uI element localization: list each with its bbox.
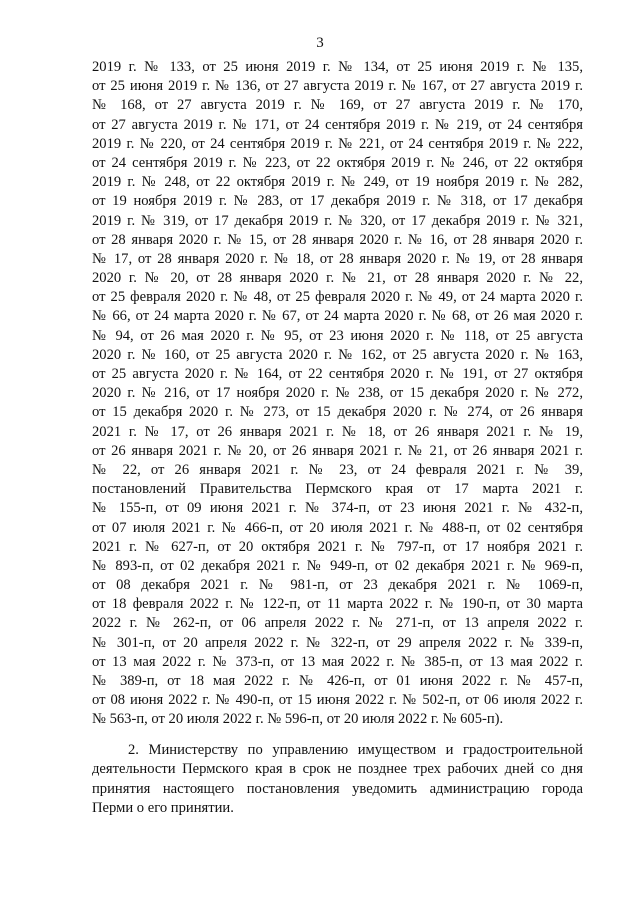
text-line: от 27 августа 2019 г. № 171, от 24 сентября 2019 г. № 219, от 24 сентября [92,116,583,133]
text-line: от 13 мая 2022 г. № 373-п, от 13 мая 2022 г. № 385-п, от 13 мая 2022 г. [92,653,583,670]
text-line: от 28 января 2020 г. № 15, от 28 января 2020 г. № 16, от 28 января 2020 г. [92,231,583,248]
text-line: принятия настоящего постановления уведомить администрацию города [92,780,583,797]
text-line: № 155-п, от 09 июня 2021 г. № 374-п, от 23 июня 2021 г. № 432-п, [92,500,583,517]
page-number: 3 [316,35,324,51]
paragraph-item-2 [92,741,583,819]
text-line: № 563-п, от 20 июля 2022 г. № 596-п, от 20 июля 2022 г. № 605-п). [92,711,504,728]
text-line: от 24 сентября 2019 г. № 223, от 22 октября 2019 г. № 246, от 22 октября [92,154,583,171]
text-line: 2019 г. № 248, от 22 октября 2019 г. № 249, от 19 ноября 2019 г. № 282, [92,174,583,191]
text-line: от 08 декабря 2021 г. № 981-п, от 23 декабря 2021 г. № 1069-п, [92,577,583,594]
text-line: 2019 г. № 220, от 24 сентября 2019 г. № 221, от 24 сентября 2019 г. № 222, [92,135,583,152]
text-line: 2019 г. № 133, от 25 июня 2019 г. № 134, от 25 июня 2019 г. № 135, [92,59,583,75]
text-line: № 94, от 26 мая 2020 г. № 95, от 23 июня 2020 г. № 118, от 25 августа [92,327,583,344]
text-line: от 26 января 2021 г. № 20, от 26 января 2021 г. № 21, от 26 января 2021 г. [92,442,583,459]
text-line: от 08 июня 2022 г. № 490-п, от 15 июня 2022 г. № 502-п, от 06 июля 2022 г. [92,692,583,709]
text-line: 2020 г. № 160, от 25 августа 2020 г. № 162, от 25 августа 2020 г. № 163, [92,346,583,363]
text-line: от 15 декабря 2020 г. № 273, от 15 декабря 2020 г. № 274, от 26 января [92,404,583,421]
text-line: от 07 июля 2021 г. № 466-п, от 20 июля 2021 г. № 488-п, от 02 сентября [92,519,583,536]
text-line: № 168, от 27 августа 2019 г. № 169, от 27 августа 2019 г. № 170, [92,97,583,114]
text-line: 2021 г. № 17, от 26 января 2021 г. № 18, от 26 января 2021 г. № 19, [92,423,583,440]
text-line: № 17, от 28 января 2020 г. № 18, от 28 января 2020 г. № 19, от 28 января [92,250,583,267]
text-line: № 66, от 24 марта 2020 г. № 67, от 24 марта 2020 г. № 68, от 26 мая 2020 г. [92,308,583,325]
text-line: 2. Министерству по управлению имуществом и градостроительной [128,742,583,758]
text-line: от 25 июня 2019 г. № 136, от 27 августа 2019 г. № 167, от 27 августа 2019 г. [92,78,583,95]
text-line: № 301-п, от 20 апреля 2022 г. № 322-п, от 29 апреля 2022 г. № 339-п, [92,634,583,651]
text-line: деятельности Пермского края в срок не позднее трех рабочих дней со дня [92,761,583,778]
text-line: постановлений Правительства Пермского края от 17 марта 2021 г. [92,481,583,498]
text-line: 2022 г. № 262-п, от 06 апреля 2022 г. № 271-п, от 13 апреля 2022 г. [92,615,583,632]
paragraph-list-of-resolutions [92,58,583,730]
text-line: № 389-п, от 18 мая 2022 г. № 426-п, от 01 июня 2022 г. № 457-п, [92,673,583,689]
text-line: от 18 февраля 2022 г. № 122-п, от 11 марта 2022 г. № 190-п, от 30 марта [92,596,583,613]
text-line: 2020 г. № 20, от 28 января 2020 г. № 21, от 28 января 2020 г. № 22, [92,270,583,287]
text-line: 2021 г. № 627-п, от 20 октября 2021 г. № 797-п, от 17 ноября 2021 г. [92,538,583,555]
text-line: от 19 ноября 2019 г. № 283, от 17 декабря 2019 г. № 318, от 17 декабря [92,193,583,210]
text-line: 2019 г. № 319, от 17 декабря 2019 г. № 320, от 17 декабря 2019 г. № 321, [92,212,583,229]
text-line: № 22, от 26 января 2021 г. № 23, от 24 февраля 2021 г. № 39, [92,461,583,478]
text-line: от 25 августа 2020 г. № 164, от 22 сентября 2020 г. № 191, от 27 октября [92,366,583,382]
text-line: № 893-п, от 02 декабря 2021 г. № 949-п, от 02 декабря 2021 г. № 969-п, [92,557,583,574]
text-line: Перми о его принятии. [92,800,234,817]
text-line: от 25 февраля 2020 г. № 48, от 25 февраля 2020 г. № 49, от 24 марта 2020 г. [92,289,583,306]
text-line: 2020 г. № 216, от 17 ноября 2020 г. № 238, от 15 декабря 2020 г. № 272, [92,385,583,402]
